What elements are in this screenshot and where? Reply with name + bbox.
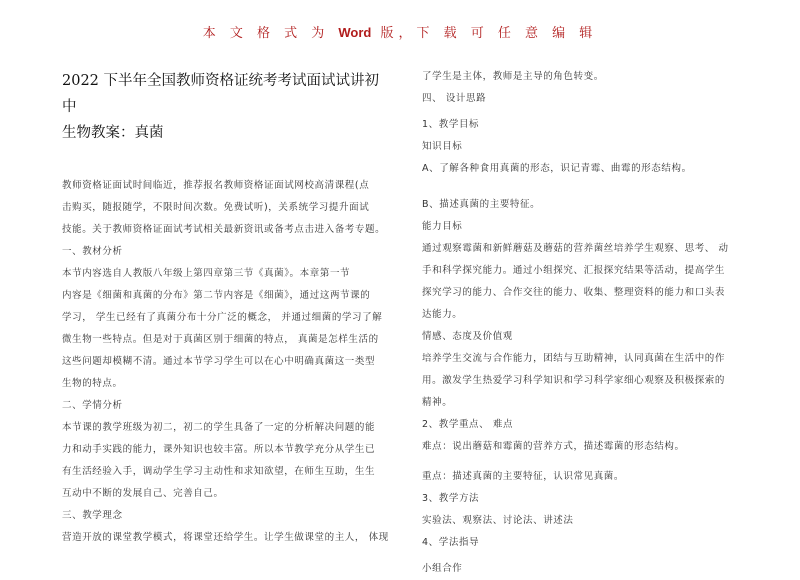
- subsection-label: 知识目标: [422, 141, 463, 152]
- subsection-heading: 1、教学目标: [422, 119, 480, 130]
- paragraph-line: B、描述真菌的主要特征。: [422, 199, 541, 210]
- paragraph-line: 营造开放的课堂教学模式，将课堂还给学生。让学生做课堂的主人， 体现: [62, 532, 389, 543]
- section-heading: 三、教学理念: [62, 510, 123, 521]
- banner-word: Word: [338, 25, 372, 40]
- paragraph-line: 击购买，随报随学，不限时间次数。免费试听)，关系统学习提升面试: [62, 202, 370, 213]
- paragraph-line: 生物的特点。: [62, 378, 123, 389]
- paragraph-line: 难点：说出蘑菇和霉菌的营养方式，描述霉菌的形态结构。: [422, 441, 685, 452]
- subsection-label: 情感、态度及价值观: [422, 331, 513, 342]
- paragraph-line: 探究学习的能力、合作交往的能力、收集、整理资料的能力和口头表: [422, 287, 726, 298]
- banner-suffix: 版，下 载 可 任 意 编 辑: [380, 26, 598, 41]
- paragraph-line: 手和科学探究能力。通过小组探究、汇报探究结果等活动，提高学生: [422, 265, 726, 276]
- paragraph-line: 这些问题却模糊不清。通过本节学习学生可以在心中明确真菌这一类型: [62, 356, 376, 367]
- paragraph-line: 力和动手实践的能力，课外知识也较丰富。所以本节教学充分从学生已: [62, 444, 376, 455]
- paragraph-line: 教师资格证面试时间临近，推荐报名教师资格证面试网校高清课程(点: [62, 180, 370, 191]
- paragraph-line: 精神。: [422, 397, 453, 408]
- left-column: [62, 175, 397, 549]
- section-heading: 一、教材分析: [62, 246, 123, 257]
- format-notice-banner: [0, 22, 800, 41]
- paragraph-line: 达能力。: [422, 309, 463, 320]
- paragraph-line: 微生物一些特点。但是对于真菌区别于细菌的特点， 真菌是怎样生活的: [62, 334, 379, 345]
- title-line-1: 2022 下半年全国教师资格证统考考试面试试讲初中: [62, 73, 380, 115]
- section-heading: 二、学情分析: [62, 400, 123, 411]
- subsection-label: 能力目标: [422, 221, 463, 232]
- paragraph-line: 培养学生交流与合作能力，团结与互助精神，认同真菌在生活中的作: [422, 353, 726, 364]
- paragraph-line: A、了解各种食用真菌的形态，识记青霉、曲霉的形态结构。: [422, 163, 692, 174]
- paragraph-line: 技能。关于教师资格证面试考试相关最新资讯或备考点击进入备考专题。: [62, 224, 386, 235]
- paragraph-line: 了学生是主体，教师是主导的角色转变。: [422, 71, 604, 82]
- paragraph-line: 重点：描述真菌的主要特征，认识常见真菌。: [422, 471, 625, 482]
- paragraph-line: 有生活经验入手，调动学生学习主动性和求知欲望，在师生互助，生生: [62, 466, 376, 477]
- paragraph-line: 互动中不断的发展自己、完善自己。: [62, 488, 224, 499]
- paragraph-line: 用。激发学生热爱学习科学知识和学习科学家细心观察及积极探索的: [422, 375, 726, 386]
- subsection-heading: 4、学法指导: [422, 537, 480, 548]
- paragraph-line: 本节内容选自人教版八年级上第四章第三节《真菌》。本章第一节: [62, 268, 351, 279]
- document-title: [62, 68, 392, 146]
- subsection-heading: 3、教学方法: [422, 493, 480, 504]
- banner-prefix: 本 文 格 式 为: [202, 26, 330, 41]
- paragraph-line: 内容是《细菌和真菌的分布》第二节内容是《细菌》，通过这两节课的: [62, 290, 371, 301]
- paragraph-line: 学习， 学生已经有了真菌分布十分广泛的概念， 并通过细菌的学习了解: [62, 312, 383, 323]
- right-column: [422, 66, 752, 580]
- paragraph-line: 实验法、观察法、讨论法、讲述法: [422, 515, 574, 526]
- section-heading: 四、 设计思路: [422, 93, 487, 104]
- paragraph-line: 本节课的教学班级为初二，初二的学生具备了一定的分析解决问题的能: [62, 422, 376, 433]
- title-line-2: 生物教案：真菌: [62, 125, 164, 141]
- paragraph-line: 小组合作: [422, 563, 463, 574]
- paragraph-line: 通过观察霉菌和新鲜蘑菇及蘑菇的营养菌丝培养学生观察、思考、 动: [422, 243, 729, 254]
- subsection-heading: 2、教学重点、 难点: [422, 419, 514, 430]
